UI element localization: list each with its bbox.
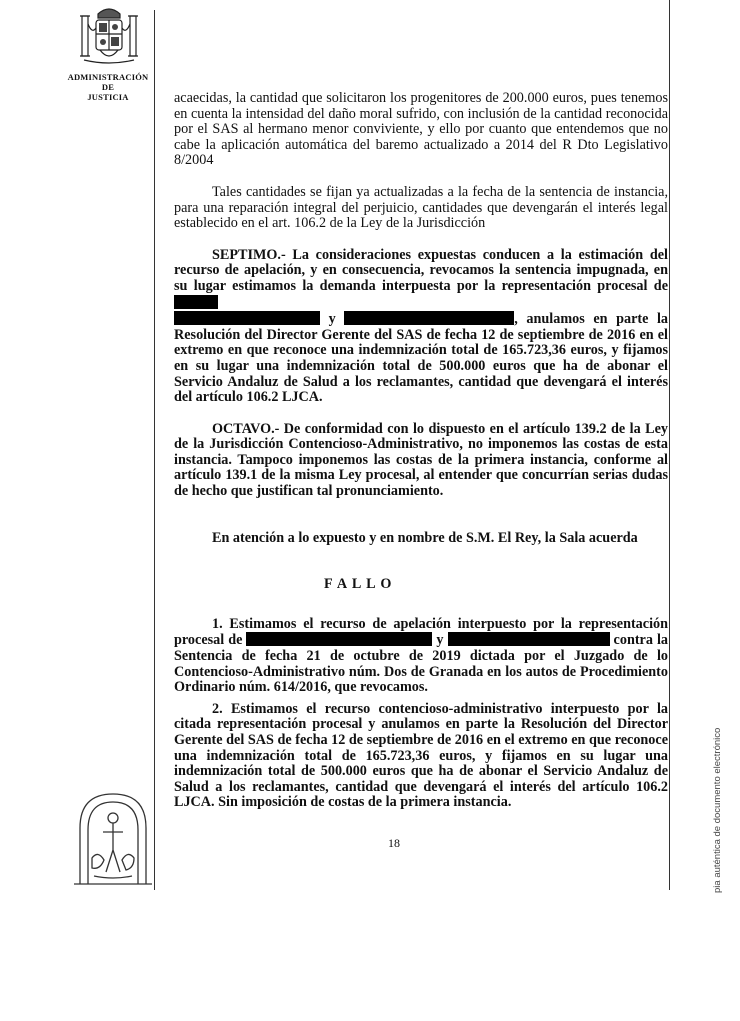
fallo-item-1-line1: 1. Estimamos el recurso de apelación interpuesto por la representación [212,615,668,632]
paragraph-attention: En atención a lo expuesto y en nombre de S.M. El Rey, la Sala acuerda [212,529,638,546]
septimo-text: SEPTIMO.- La consideraciones expuestas conducen a la estimación del recurso de apelación, y en consecuencia, revocamos la sentencia impugnada, en su lugar estimamos la demanda interpuesta por la representación procesal de [174,246,668,294]
redaction-block [448,632,610,646]
issuing-organization [58,72,158,102]
redaction-block [174,295,218,309]
paragraph-septimo [174,248,668,311]
junta-andalucia-emblem [70,788,156,888]
side-authenticity-note: pia auténtica de documento electrónico [712,727,723,893]
paragraph-octavo: OCTAVO.- De conformidad con lo dispuesto en el artículo 139.2 de la Ley de la Jurisdicción Contencioso-Administrativo, no imponemos las costas de esta instancia. Tampoco imponemos las costas de la primera instancia, conforme al artículo 139.1 de la misma Ley procesal, al entender que concurrían serias dudas de hecho que justifican tal pronunciamiento. [174,420,668,500]
coat-of-arms-logo [76,4,142,68]
fallo-item-2: 2. Estimamos el recurso contencioso-administrativo interpuesto por la citada representación procesal y anulamos en parte la Resolución del Director Gerente del SAS de fecha 12 de septiembre de 2016 en el extremo en que reconoce una indemnización total de 165.723,36 euros, y fijamos en su lugar una indemnización total de 500.000 euros que ha de abonar el Servicio Andaluz de Salud a los reclamantes, cantidad que devengará el interés del artículo 106.2 LJCA. Sin imposición de costas de la primera instancia. [174,700,668,811]
paragraph-updated-amounts: Tales cantidades se fijan ya actualizadas a la fecha de la sentencia de instancia, para una reparación integral del perjuicio, cantidades que devengarán el interés legal establecido en el art. 106.2 de la Ley de la Jurisdicción [174,183,668,232]
org-line-2: DE [101,82,115,92]
paragraph-damages: acaecidas, la cantidad que solicitaron los progenitores de 200.000 euros, pues tenemos en cuenta la intensidad del daño moral sufrido, con inclusión de la cantidad reconocida por el SAS al hermano menor conviviente, y ello por cuanto que entendemos que no cabe la aplicación automática del baremo actualizado a 2014 del R Dto Legislativo 8/2004 [174,90,668,169]
septimo-annul: , anulamos en parte la [514,311,669,328]
fallo-contra: contra la [613,632,668,649]
paragraph-septimo-line [174,311,668,328]
fallo-conjunction: y [436,632,444,649]
septimo-conjunction: y [328,311,336,328]
fallo-heading: F A L L O [324,576,393,593]
right-margin-rule [669,0,670,890]
fallo-item-1-line2 [174,632,668,649]
page-number: 18 [388,836,400,850]
document-body [174,91,668,811]
fallo-item-1-cont: Sentencia de fecha 21 de octubre de 2019 dictada por el Juzgado de lo Contencioso-Administrativo núm. Dos de Granada en los autos de Procedimiento Ordinario núm. 614/2016, que revocamos. [174,648,668,696]
redaction-block [174,311,320,325]
fallo-procesal: procesal de [174,632,243,649]
org-line-3: JUSTICIA [87,92,129,102]
paragraph-septimo-cont: Resolución del Director Gerente del SAS de fecha 12 de septiembre de 2016 en el extremo en que reconoce una indemnización total de 165.723,36 euros, y fijamos en su lugar una indemnización total de 500.000 euros que ha de abonar el Servicio Andaluz de Salud a los reclamantes, cantidad que devengará el interés del artículo 106.2 LJCA. [174,326,668,406]
redaction-block [246,632,432,646]
redaction-block [344,311,514,325]
left-margin-rule [154,10,155,890]
org-line-1: ADMINISTRACIÓN [67,72,149,82]
